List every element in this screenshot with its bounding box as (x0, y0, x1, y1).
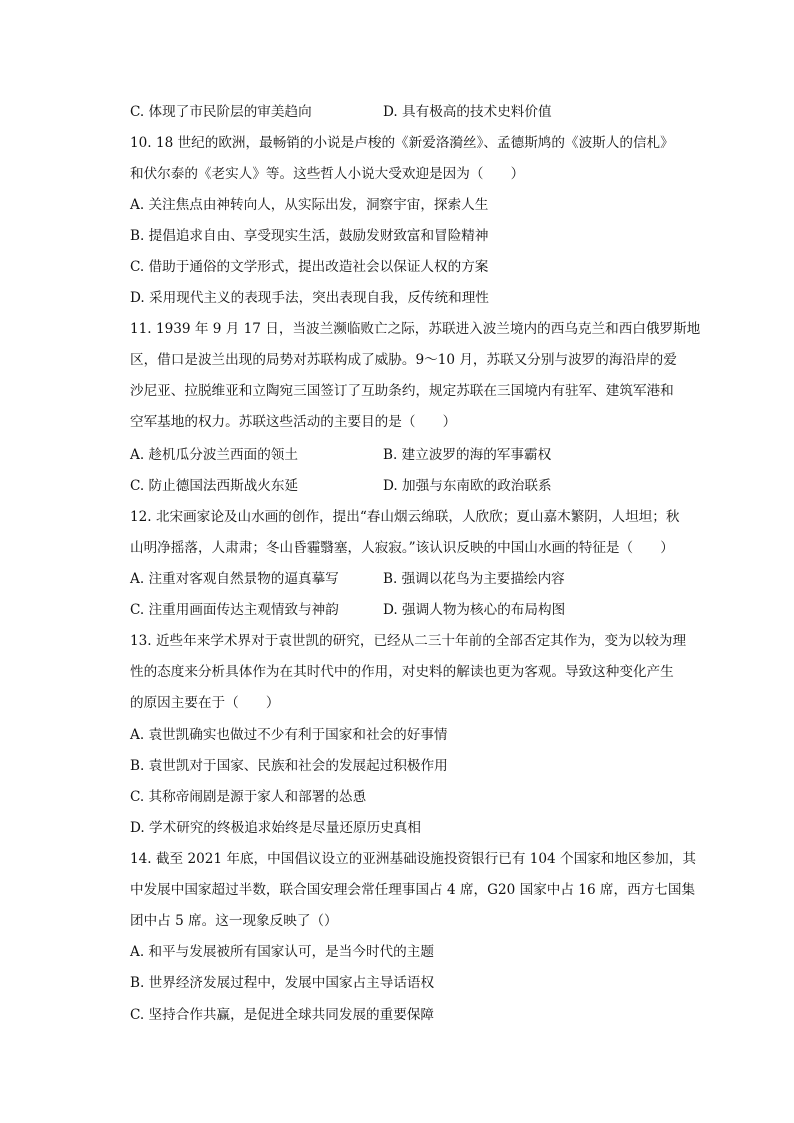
q11-option-c: C. 防止德国法西斯战火东延 (130, 478, 299, 494)
q13-stem-line-1: 13. 近些年来学术界对于袁世凯的研究，已经从二三十年前的全部否定其作为，变为以较为理 (130, 633, 687, 649)
q14-option-c: C. 坚持合作共赢，是促进全球共同发展的重要保障 (130, 1007, 435, 1023)
q14-option-a: A. 和平与发展被所有国家认可，是当今时代的主题 (130, 944, 434, 960)
q13-option-c: C. 其称帝闹剧是源于家人和部署的怂恿 (130, 789, 367, 805)
q11-stem-line-4: 空军基地的权力。苏联这些活动的主要目的是（ ） (130, 414, 457, 430)
q11-stem-line-1: 11. 1939 年 9 月 17 日，当波兰濒临败亡之际，苏联进入波兰境内的西乌克兰和西白俄罗斯地 (130, 321, 701, 337)
q14-stem-line-1: 14. 截至 2021 年底，中国倡议设立的亚洲基础设施投资银行已有 104 个国家和地区参加，其 (130, 851, 696, 867)
q12-option-c: C. 注重用画面传达主观情致与神韵 (130, 602, 339, 618)
q10-option-a: A. 关注焦点由神转向人，从实际出发，洞察宇宙，探索人生 (130, 197, 489, 213)
q13-stem-line-3: 的原因主要在于（ ） (130, 695, 280, 711)
prev-option-c: C. 体现了市民阶层的审美趋向 (130, 104, 312, 120)
q13-option-a: A. 袁世凯确实也做过不少有利于国家和社会的好事情 (130, 727, 448, 743)
q12-option-d: D. 强调人物为核心的布局构图 (383, 602, 566, 618)
q11-option-a: A. 趁机瓜分波兰西面的领土 (130, 447, 298, 463)
q12-stem-line-1: 12. 北宋画家论及山水画的创作，提出“春山烟云绵联，人欣欣；夏山嘉木繁阴，人坦坦；秋 (130, 509, 680, 525)
q13-option-d: D. 学术研究的终极追求始终是尽量还原历史真相 (130, 820, 421, 836)
q13-option-b: B. 袁世凯对于国家、民族和社会的发展起过积极作用 (130, 758, 448, 774)
q12-stem-line-2: 山明净摇落，人肃肃；冬山昏霾翳塞，人寂寂。”该认识反映的中国山水画的特征是（ ） (130, 540, 674, 556)
q10-option-d: D. 采用现代主义的表现手法，突出表现自我，反传统和理性 (130, 290, 489, 306)
q14-stem-line-3: 团中占 5 席。这一现象反映了（） (130, 913, 338, 929)
q12-option-b: B. 强调以花鸟为主要描绘内容 (383, 571, 565, 587)
q10-stem-line-1: 10. 18 世纪的欧洲，最畅销的小说是卢梭的《新爱洛漪丝》、孟德斯鸠的《波斯人的信札》 (130, 135, 674, 151)
q11-stem-line-3: 沙尼亚、拉脱维亚和立陶宛三国签订了互助条约，规定苏联在三国境内有驻军、建筑军港和 (130, 383, 674, 399)
q12-option-a: A. 注重对客观自然景物的逼真摹写 (130, 571, 339, 587)
q13-stem-line-2: 性的态度来分析具体作为在其时代中的作用，对史料的解读也更为客观。导致这种变化产生 (130, 664, 674, 680)
prev-option-d: D. 具有极高的技术史料价值 (383, 104, 552, 120)
q11-option-d: D. 加强与东南欧的政治联系 (383, 478, 552, 494)
q10-option-c: C. 借助于通俗的文学形式，提出改造社会以保证人权的方案 (130, 259, 489, 275)
q14-option-b: B. 世界经济发展过程中，发展中国家占主导话语权 (130, 975, 435, 991)
q11-stem-line-2: 区，借口是波兰出现的局势对苏联构成了威胁。9～10 月，苏联又分别与波罗的海沿岸的爱 (130, 352, 677, 368)
q10-option-b: B. 提倡追求自由、享受现实生活，鼓励发财致富和冒险精神 (130, 228, 489, 244)
q11-option-b: B. 建立波罗的海的军事霸权 (383, 447, 552, 463)
q14-stem-line-2: 中发展中国家超过半数，联合国安理会常任理事国占 4 席，G20 国家中占 16 席，西方七国集 (130, 882, 696, 898)
q10-stem-line-2: 和伏尔泰的《老实人》等。这些哲人小说大受欢迎是因为（ ） (130, 166, 525, 182)
